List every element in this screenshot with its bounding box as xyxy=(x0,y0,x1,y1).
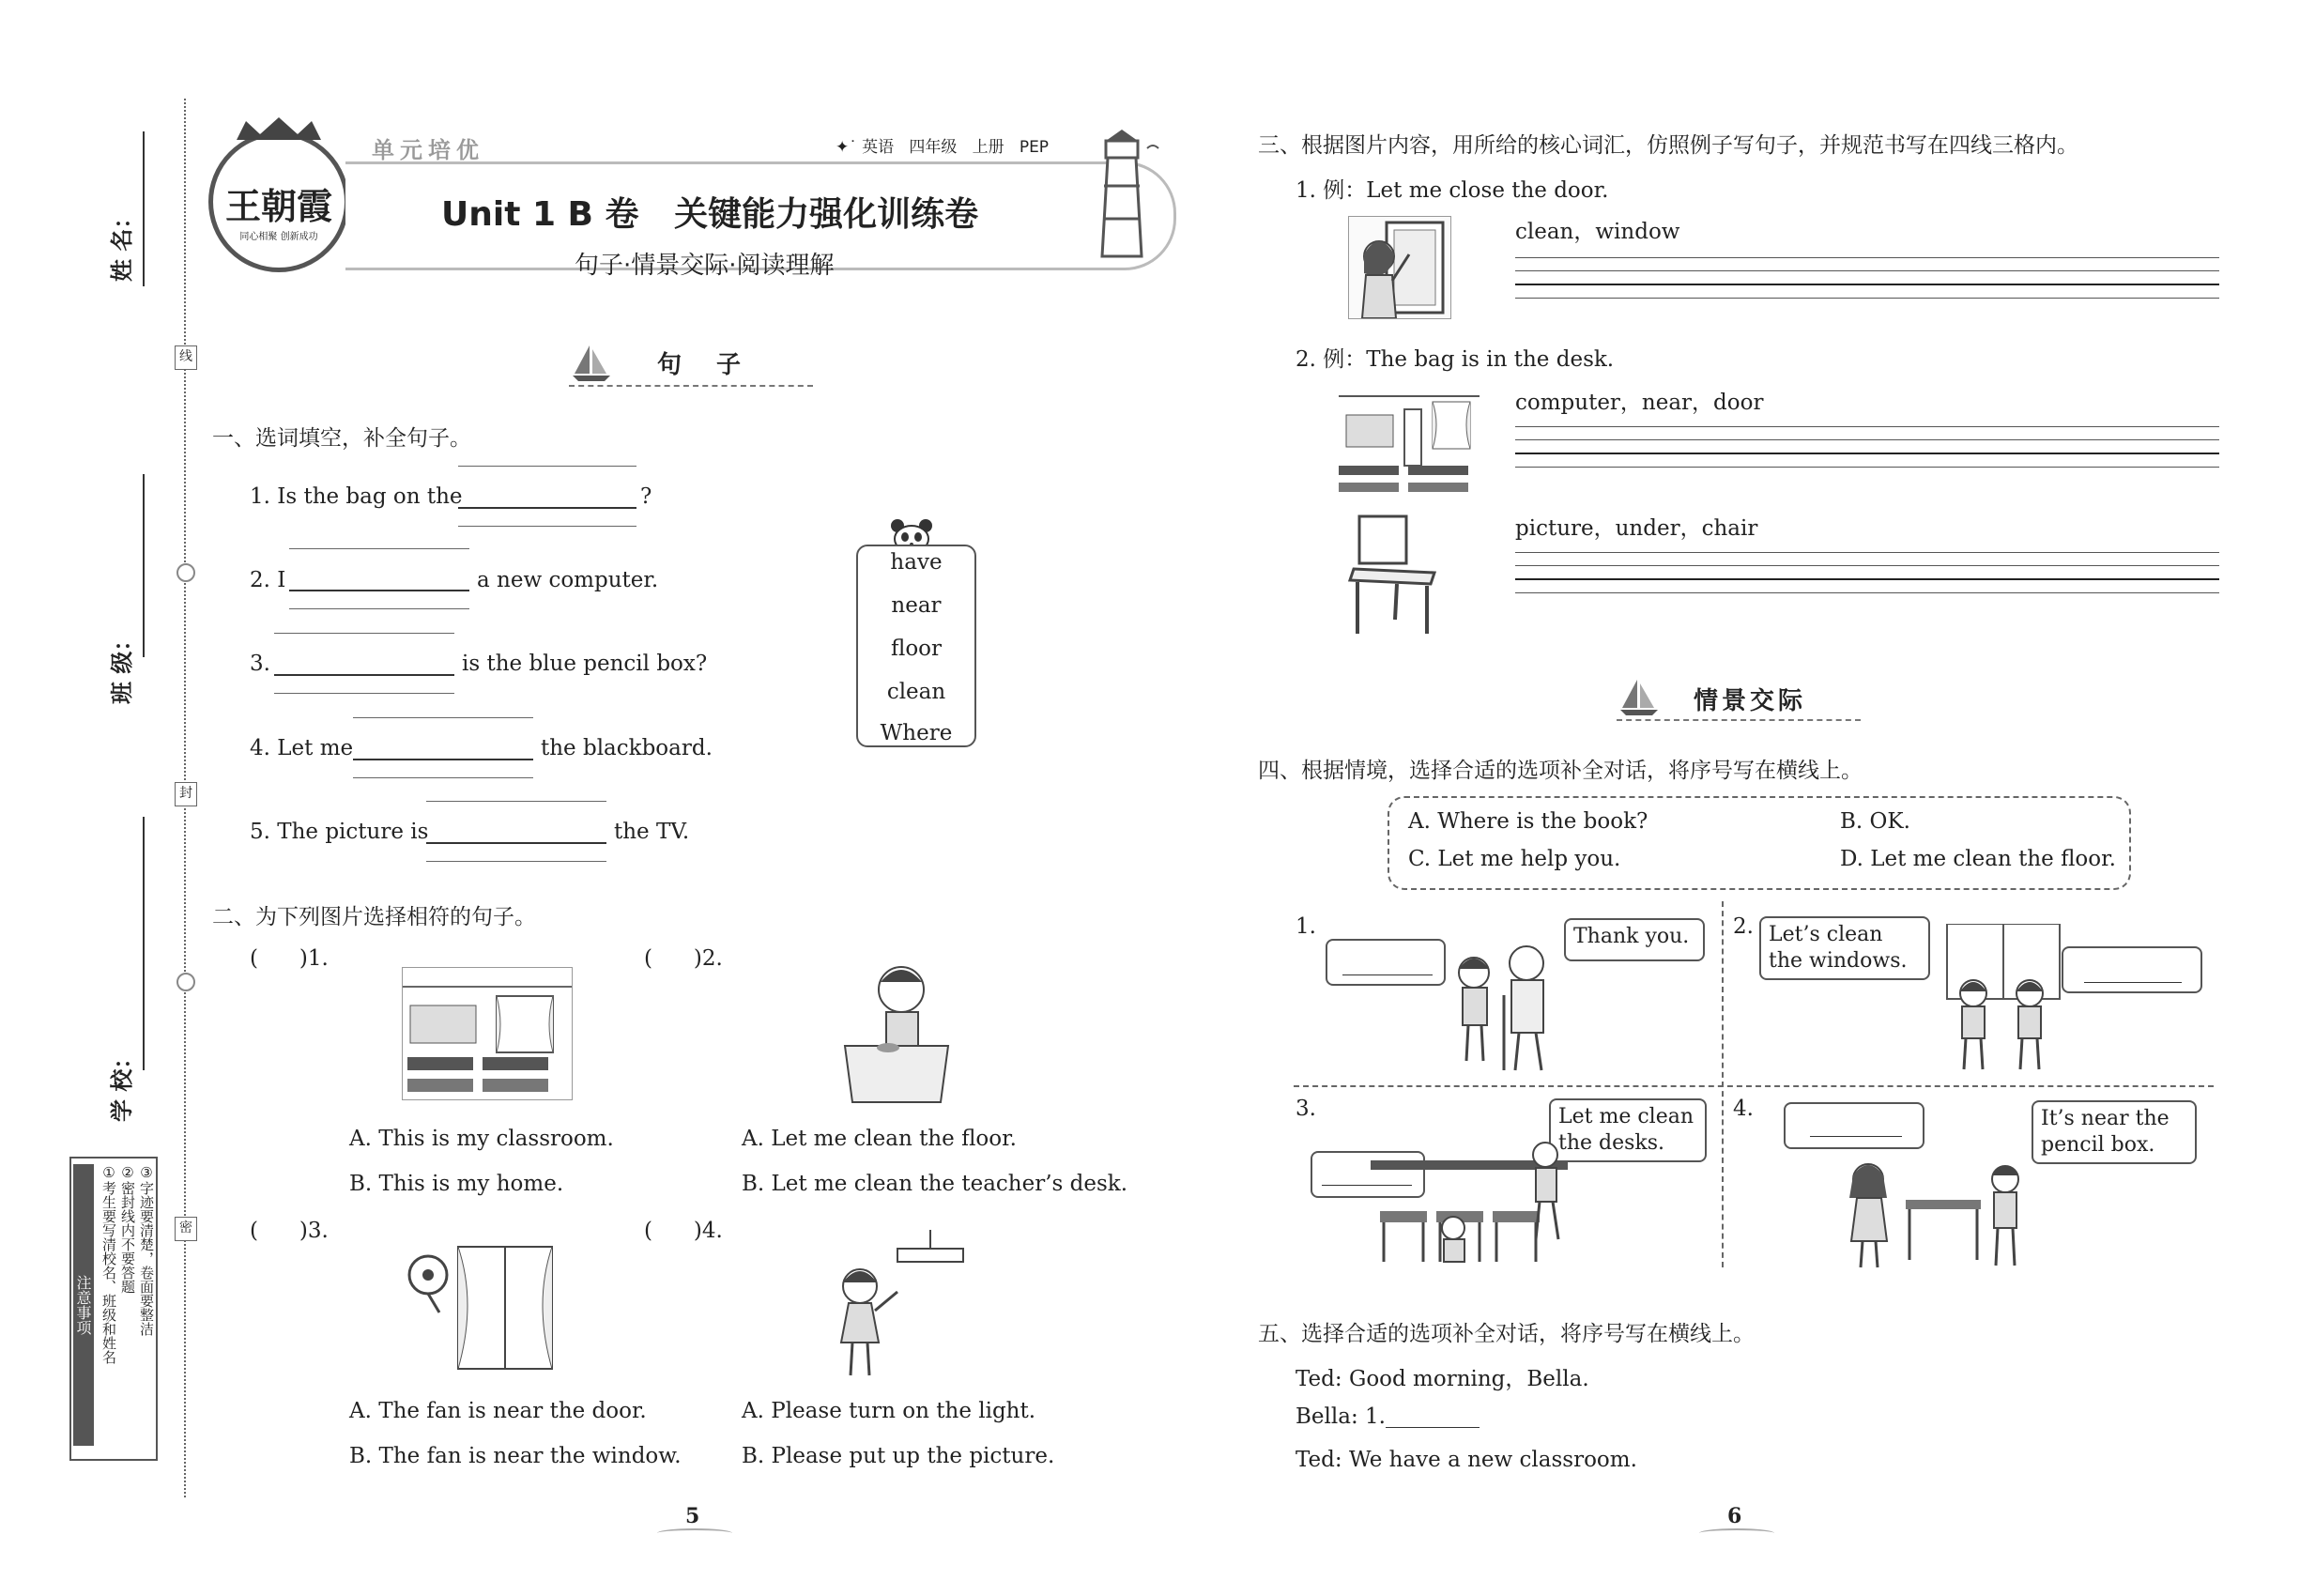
seal-ring-2 xyxy=(176,973,195,991)
part1-item-4-blank[interactable] xyxy=(353,759,533,760)
word-bank-box xyxy=(856,545,976,747)
panel-2-picture xyxy=(1938,924,2069,1074)
panel-3-picture xyxy=(1371,1136,1577,1267)
section-heading-dialogue-underline xyxy=(1617,719,1861,721)
part2-item-2-option-b[interactable]: B. Let me clean the teacher’s desk. xyxy=(742,1172,1128,1196)
part4-option-b: B. OK. xyxy=(1840,809,1910,834)
part1-item-5-guide-bottom xyxy=(426,861,606,862)
part3-writing-lines-2[interactable] xyxy=(1515,426,2219,480)
part4-option-c: C. Let me help you. xyxy=(1408,847,1621,871)
meta-edition: PEP xyxy=(1019,138,1050,157)
writing-line xyxy=(1515,467,2219,468)
part1-item-5-guide-top xyxy=(426,801,606,802)
part2-item-4-num[interactable]: ( )4. xyxy=(644,1219,723,1243)
section-heading-sentences: 句 子 xyxy=(657,351,755,379)
page-number-right-deco xyxy=(1699,1528,1774,1538)
part1-item-4-post: the blackboard. xyxy=(541,736,713,760)
part2-instruction: 二、为下列图片选择相符的句子。 xyxy=(212,905,536,929)
part3-example-3-words: picture，under，chair xyxy=(1515,516,1758,541)
part1-item-2-blank[interactable] xyxy=(289,590,469,591)
boat-icon-left xyxy=(571,344,612,383)
school-line[interactable] xyxy=(143,817,145,1070)
writing-line xyxy=(1515,552,2219,553)
writing-line xyxy=(1515,298,2219,299)
crown-icon xyxy=(232,117,326,142)
seal-mark-3: 密 xyxy=(175,1217,197,1241)
panel-3-speech-bubble: Let me clean the desks. xyxy=(1549,1098,1707,1162)
part3-writing-lines-3[interactable] xyxy=(1515,552,2219,606)
panel-1-picture xyxy=(1446,939,1568,1075)
part1-item-4-pre: 4. Let me xyxy=(250,736,354,760)
writing-line xyxy=(1515,257,2219,258)
part1-item-5-pre: 5. The picture is xyxy=(250,820,429,844)
answer-blank[interactable] xyxy=(1810,1136,1902,1137)
part1-item-1-pre: 1. Is the bag on the xyxy=(250,484,463,509)
part2-item-1-option-a[interactable]: A. This is my classroom. xyxy=(349,1127,614,1151)
writing-line xyxy=(1515,592,2219,593)
part2-item-3-num[interactable]: ( )3. xyxy=(250,1219,329,1243)
panel-divider-vertical xyxy=(1722,901,1724,1267)
part1-item-3-guide-top xyxy=(274,633,454,634)
page-number-right: 6 xyxy=(1727,1504,1742,1528)
word-bank-item-1: have xyxy=(890,550,943,575)
notes-box xyxy=(69,1157,158,1461)
part1-item-5-post: the TV. xyxy=(614,820,690,844)
part3-writing-lines-1[interactable] xyxy=(1515,257,2219,311)
school-label: 学 校： xyxy=(109,1046,135,1122)
part4-options-box xyxy=(1388,796,2131,890)
classroom-door-picture xyxy=(1339,387,1480,498)
part1-item-4-guide-bottom xyxy=(353,777,533,778)
part1-item-1-blank[interactable] xyxy=(458,507,636,509)
part1-item-3-pre: 3. xyxy=(250,652,270,676)
chair-picture xyxy=(1341,507,1453,638)
notes-item-1: ①考生要写清校名、班级和姓名 xyxy=(100,1164,117,1364)
writing-line xyxy=(1515,453,2219,454)
notes-item-2: ②密封线内不要答题 xyxy=(119,1164,136,1294)
panel-1-number: 1. xyxy=(1296,914,1316,939)
part5-line-3: Ted: We have a new classroom. xyxy=(1296,1448,1637,1472)
part1-item-1-guide-bottom xyxy=(458,526,636,527)
part2-item-4-option-a[interactable]: A. Please turn on the light. xyxy=(742,1399,1036,1423)
boat-icon-right xyxy=(1618,678,1660,717)
writing-line xyxy=(1515,578,2219,580)
class-label: 班 级： xyxy=(109,628,135,704)
writing-line xyxy=(1515,270,2219,271)
part5-line-2: Bella: 1. xyxy=(1296,1404,1386,1429)
page-number-left: 5 xyxy=(685,1504,700,1528)
brand-sub: 同心相聚 创新成功 xyxy=(239,232,318,242)
section-heading-dialogue: 情景交际 xyxy=(1694,687,1807,715)
name-line[interactable] xyxy=(143,131,145,286)
fan-window-picture xyxy=(402,1237,567,1378)
notes-title: 注意事项 xyxy=(73,1164,94,1446)
girl-light-picture xyxy=(822,1230,982,1380)
name-label: 姓 名： xyxy=(109,206,135,282)
boy-cleaning-desk-picture xyxy=(836,961,958,1108)
part5-line-1: Ted: Good morning，Bella. xyxy=(1296,1367,1589,1391)
series-label: 单元培优 xyxy=(372,137,484,163)
part2-item-3-option-b[interactable]: B. The fan is near the window. xyxy=(349,1444,682,1468)
part4-option-a: A. Where is the book? xyxy=(1408,809,1648,834)
part5-instruction: 五、选择合适的选项补全对话，将序号写在横线上。 xyxy=(1258,1322,1755,1346)
notes-item-3: ③字迹要清楚，卷面要整洁 xyxy=(138,1164,155,1336)
word-bank-item-4: clean xyxy=(886,680,946,704)
part2-item-2-num[interactable]: ( )2. xyxy=(644,946,723,971)
part2-item-4-option-b[interactable]: B. Please put up the picture. xyxy=(742,1444,1055,1468)
panel-divider-horizontal xyxy=(1294,1085,2214,1087)
word-bank-item-2: near xyxy=(891,593,942,618)
panel-2-speech-bubble: Let’s clean the windows. xyxy=(1759,916,1930,980)
part1-item-2-guide-top xyxy=(289,548,469,549)
panel-2-number: 2. xyxy=(1733,914,1754,939)
meta-volume: 上册 xyxy=(972,138,1004,157)
part3-example-1-words: clean，window xyxy=(1515,220,1680,244)
part1-item-5-blank[interactable] xyxy=(426,842,606,844)
part3-example-2-label: 2. 例：The bag is in the desk. xyxy=(1296,347,1615,372)
answer-blank[interactable] xyxy=(1342,974,1433,975)
part2-item-3-option-a[interactable]: A. The fan is near the door. xyxy=(349,1399,647,1423)
writing-line xyxy=(1515,426,2219,427)
brand-logo xyxy=(208,131,349,272)
meta-subject: 英语 xyxy=(862,138,895,157)
panel-3-number: 3. xyxy=(1296,1097,1316,1121)
panel-4-speech-bubble: It’s near the pencil box. xyxy=(2032,1100,2197,1164)
part1-item-1-post: ? xyxy=(640,484,652,509)
part2-item-2-option-a[interactable]: A. Let me clean the floor. xyxy=(742,1127,1017,1151)
sparkle-icon: ✦˙ xyxy=(836,138,863,157)
writing-line xyxy=(1515,284,2219,285)
panel-4-picture xyxy=(1840,1147,2028,1269)
part2-item-1-option-b[interactable]: B. This is my home. xyxy=(349,1172,564,1196)
panel-1-answer-bubble[interactable] xyxy=(1326,939,1446,986)
classroom-picture xyxy=(402,967,573,1100)
panel-2-answer-bubble[interactable] xyxy=(2062,946,2202,993)
section-heading-underline xyxy=(569,385,813,387)
part1-item-2-post: a new computer. xyxy=(477,568,659,592)
seal-ring-1 xyxy=(176,563,195,582)
part1-instruction: 一、选词填空，补全句子。 xyxy=(212,426,471,451)
part4-option-d: D. Let me clean the floor. xyxy=(1840,847,2116,871)
part1-item-4-guide-top xyxy=(353,717,533,718)
class-line[interactable] xyxy=(143,474,145,657)
part2-item-1-num[interactable]: ( )1. xyxy=(250,946,329,971)
writing-line xyxy=(1515,439,2219,440)
page-title: Unit 1 B 卷 关键能力强化训练卷 xyxy=(441,195,979,234)
word-bank-item-3: floor xyxy=(890,637,943,661)
seal-mark-1: 线 xyxy=(175,345,197,370)
word-bank-item-5: Where xyxy=(880,721,953,745)
panel-4-answer-bubble[interactable] xyxy=(1784,1102,1924,1149)
meta-grade: 四年级 xyxy=(909,138,958,157)
header-meta xyxy=(836,133,1049,157)
girl-window-picture xyxy=(1348,216,1451,319)
lighthouse-icon xyxy=(1080,130,1164,261)
part1-item-3-post: is the blue pencil box? xyxy=(462,652,708,676)
part1-item-3-blank[interactable] xyxy=(274,674,454,676)
part3-example-1-label: 1. 例：Let me close the door. xyxy=(1296,178,1609,203)
panel-4-number: 4. xyxy=(1733,1097,1754,1121)
writing-line xyxy=(1515,565,2219,566)
part5-answer-blank-1[interactable] xyxy=(1386,1427,1480,1428)
part1-item-3-guide-bottom xyxy=(274,693,454,694)
panel-1-speech-bubble: Thank you. xyxy=(1564,918,1705,961)
page-number-left-deco xyxy=(657,1528,732,1538)
answer-blank[interactable] xyxy=(2084,982,2182,983)
page-subtitle: 句子·情景交际·阅读理解 xyxy=(575,252,835,280)
brand-name: 王朝霞 xyxy=(224,185,332,227)
part1-item-1-guide-top xyxy=(458,466,636,467)
part1-item-2-guide-bottom xyxy=(289,608,469,609)
seal-mark-2: 封 xyxy=(175,782,197,806)
part1-item-2-pre: 2. I xyxy=(250,568,286,592)
part3-instruction: 三、根据图片内容，用所给的核心词汇，仿照例子写句子，并规范书写在四线三格内。 xyxy=(1258,133,2078,158)
part4-instruction: 四、根据情境，选择合适的选项补全对话，将序号写在横线上。 xyxy=(1258,759,1863,783)
part3-example-2-words: computer，near，door xyxy=(1515,391,1764,415)
